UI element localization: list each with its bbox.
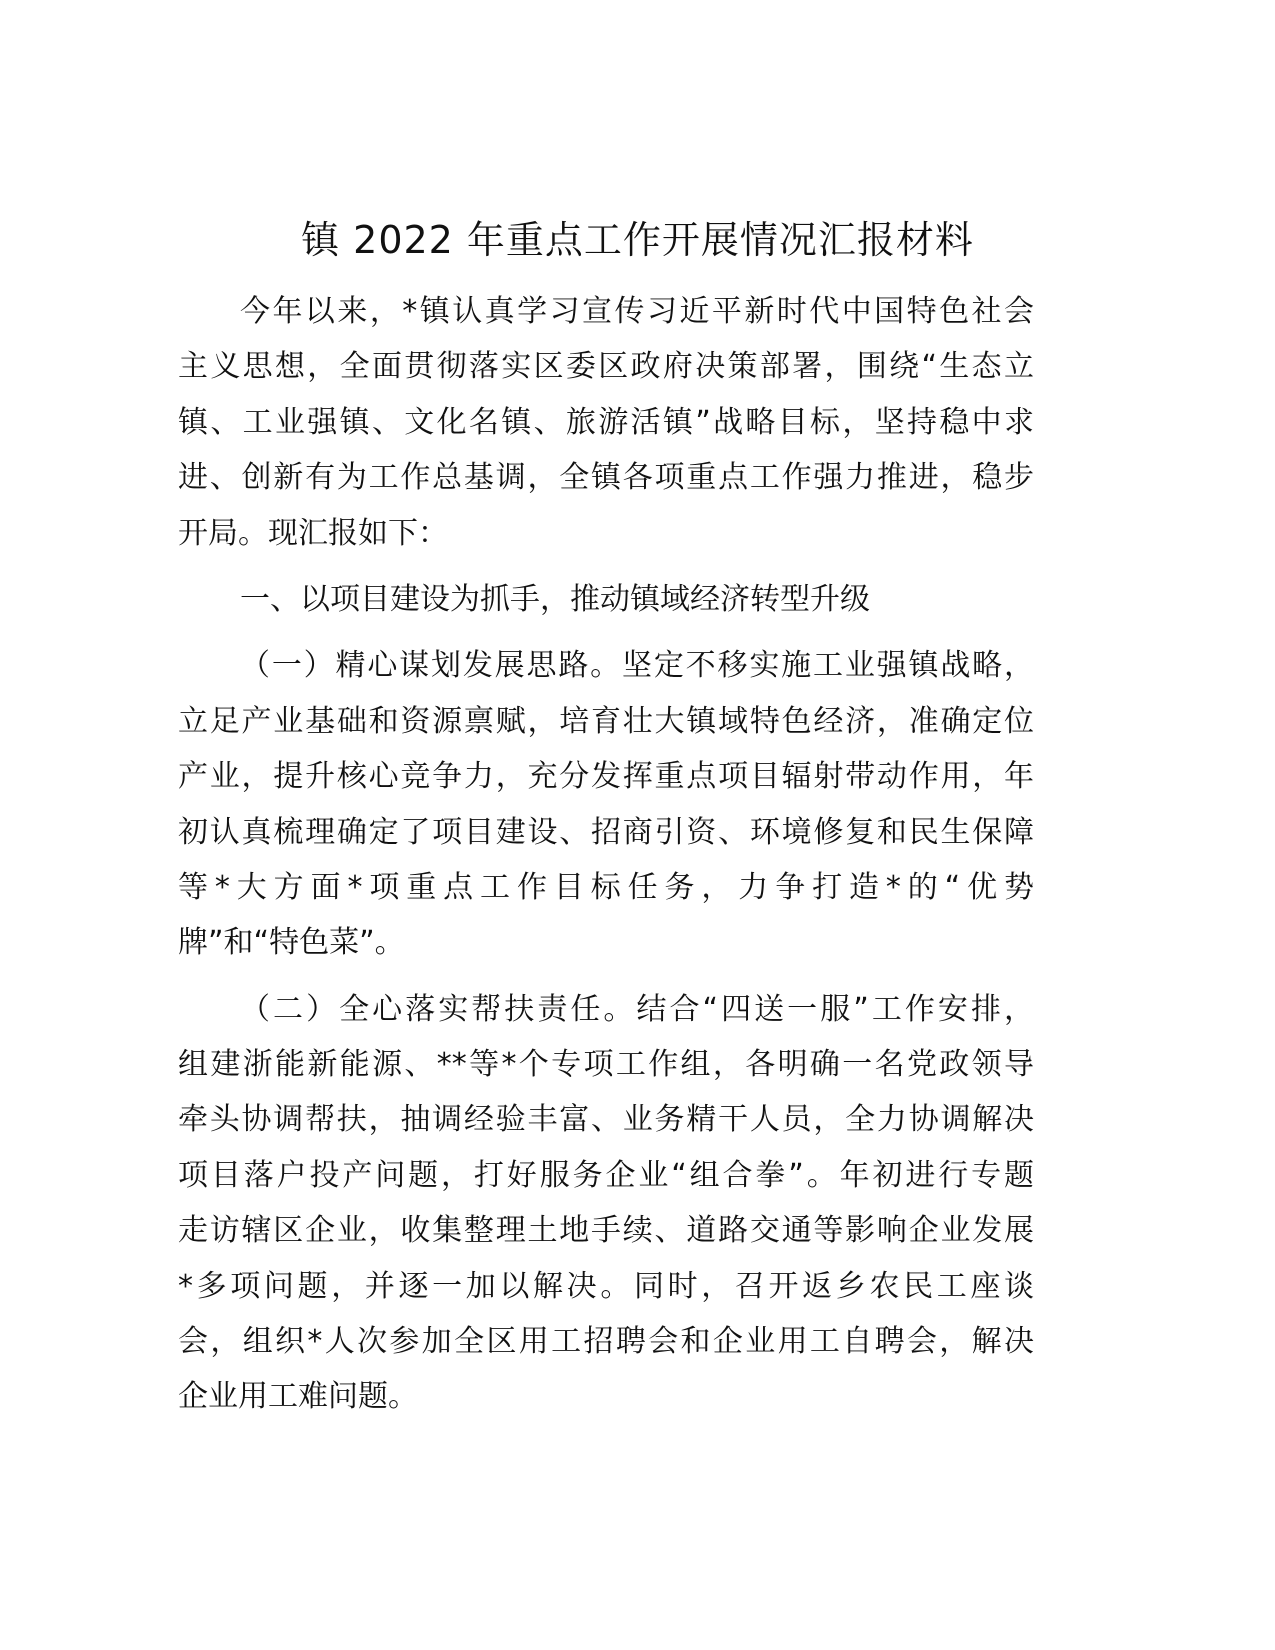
text-line: 等*大方面*项重点工作目标任务，力争打造*的“优势	[178, 869, 1034, 905]
text-line: 主义思想，全面贯彻落实区委区政府决策部署，围绕“生态立	[178, 349, 1034, 385]
document-title: 镇 2022 年重点工作开展情况汇报材料	[301, 218, 974, 262]
paragraph	[178, 284, 1034, 561]
paragraph	[178, 638, 1034, 970]
text-line: 一、以项目建设为抓手，推动镇域经济转型升级	[240, 581, 870, 617]
text-line: （二）全心落实帮扶责任。结合“四送一服”工作安排，	[240, 991, 1034, 1027]
text-line: 牌”和“特色菜”。	[178, 925, 405, 961]
text-line: *多项问题，并逐一加以解决。同时，召开返乡农民工座谈	[178, 1268, 1034, 1304]
text-line: 镇、工业强镇、文化名镇、旅游活镇”战略目标，坚持稳中求	[178, 404, 1034, 440]
text-line: 立足产业基础和资源禀赋，培育壮大镇域特色经济，准确定位	[178, 703, 1034, 739]
text-line: 初认真梳理确定了项目建设、招商引资、环境修复和民生保障	[178, 814, 1034, 850]
text-line: 进、创新有为工作总基调，全镇各项重点工作强力推进，稳步	[178, 460, 1034, 496]
text-line: 今年以来，*镇认真学习宣传习近平新时代中国特色社会	[240, 294, 1034, 329]
section-heading	[178, 572, 1034, 627]
text-line: 产业，提升核心竞争力，充分发挥重点项目辐射带动作用，年	[178, 759, 1034, 795]
text-line: 组建浙能新能源、**等*个专项工作组，各明确一名党政领导	[178, 1047, 1034, 1083]
text-line: 开局。现汇报如下：	[178, 515, 448, 551]
text-line: 企业用工难问题。	[178, 1379, 418, 1415]
document-body	[178, 284, 1034, 1436]
text-line: 走访辖区企业，收集整理土地手续、道路交通等影响企业发展	[178, 1213, 1034, 1249]
paragraph	[178, 982, 1034, 1425]
text-line: 会，组织*人次参加全区用工招聘会和企业用工自聘会，解决	[178, 1324, 1034, 1360]
text-line: （一）精心谋划发展思路。坚定不移实施工业强镇战略，	[240, 648, 1034, 684]
text-line: 项目落户投产问题，打好服务企业“组合拳”。年初进行专题	[178, 1157, 1034, 1193]
text-line: 牵头协调帮扶，抽调经验丰富、业务精干人员，全力协调解决	[178, 1102, 1034, 1138]
